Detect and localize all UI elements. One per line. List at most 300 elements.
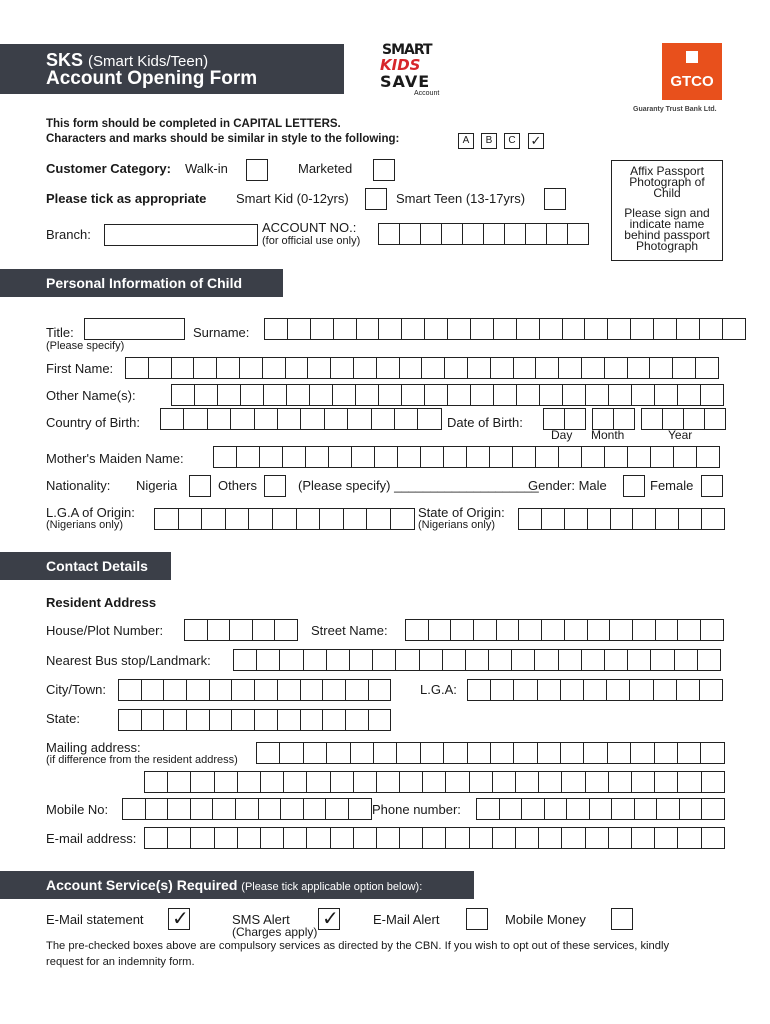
house-number-field[interactable] [184,619,297,641]
char-cell[interactable] [343,508,368,530]
char-cell[interactable] [631,771,655,793]
char-cell[interactable] [186,679,210,701]
char-cell[interactable] [125,357,149,379]
char-cell[interactable] [544,798,568,820]
char-cell[interactable] [368,679,392,701]
char-cell[interactable] [445,827,469,849]
char-cell[interactable] [492,771,516,793]
char-cell[interactable] [401,318,425,340]
char-cell[interactable] [543,408,565,430]
email-statement-checkbox[interactable] [168,908,190,930]
char-cell[interactable] [397,446,421,468]
char-cell[interactable] [566,798,590,820]
char-cell[interactable] [701,798,725,820]
char-cell[interactable] [277,709,301,731]
char-cell[interactable] [722,318,746,340]
char-cell[interactable] [631,827,655,849]
sms-alert-checkbox[interactable] [318,908,340,930]
char-cell[interactable] [148,357,172,379]
char-cell[interactable] [650,446,674,468]
char-cell[interactable] [141,709,165,731]
street-name-field[interactable] [405,619,723,641]
char-cell[interactable] [374,446,398,468]
char-cell[interactable] [653,318,677,340]
char-cell[interactable] [683,408,705,430]
char-cell[interactable] [629,679,653,701]
char-cell[interactable] [679,798,703,820]
char-cell[interactable] [631,384,655,406]
char-cell[interactable] [300,408,324,430]
email-address-field[interactable] [144,827,724,849]
char-cell[interactable] [560,679,584,701]
char-cell[interactable] [235,798,259,820]
smart-kid-checkbox[interactable] [365,188,387,210]
city-field[interactable] [118,679,390,701]
char-cell[interactable] [511,649,535,671]
char-cell[interactable] [496,619,520,641]
char-cell[interactable] [141,679,165,701]
lga-origin-field[interactable] [154,508,414,530]
char-cell[interactable] [167,798,191,820]
char-cell[interactable] [194,384,218,406]
char-cell[interactable] [567,223,589,245]
char-cell[interactable] [442,649,466,671]
char-cell[interactable] [581,446,605,468]
char-cell[interactable] [171,384,195,406]
char-cell[interactable] [239,357,263,379]
char-cell[interactable] [541,508,565,530]
char-cell[interactable] [677,619,701,641]
char-cell[interactable] [230,408,254,430]
char-cell[interactable] [207,619,231,641]
others-checkbox[interactable] [264,475,286,497]
char-cell[interactable] [539,318,563,340]
char-cell[interactable] [443,446,467,468]
char-cell[interactable] [654,384,678,406]
char-cell[interactable] [662,408,684,430]
char-cell[interactable] [378,384,402,406]
char-cell[interactable] [322,709,346,731]
char-cell[interactable] [240,384,264,406]
char-cell[interactable] [368,709,392,731]
char-cell[interactable] [279,742,303,764]
char-cell[interactable] [489,446,513,468]
char-cell[interactable] [231,679,255,701]
char-cell[interactable] [462,223,484,245]
char-cell[interactable] [672,357,696,379]
char-cell[interactable] [326,742,350,764]
mobile-no-field[interactable] [122,798,371,820]
char-cell[interactable] [589,798,613,820]
char-cell[interactable] [604,446,628,468]
char-cell[interactable] [537,742,561,764]
char-cell[interactable] [467,742,491,764]
other-names-field[interactable] [171,384,723,406]
char-cell[interactable] [499,798,523,820]
mailing-address-field-2[interactable] [144,771,724,793]
char-cell[interactable] [441,223,463,245]
char-cell[interactable] [541,619,565,641]
char-cell[interactable] [473,619,497,641]
char-cell[interactable] [118,709,142,731]
char-cell[interactable] [274,619,298,641]
char-cell[interactable] [373,742,397,764]
char-cell[interactable] [260,827,284,849]
char-cell[interactable] [695,357,719,379]
char-cell[interactable] [585,384,609,406]
first-name-field[interactable] [125,357,718,379]
char-cell[interactable] [513,357,537,379]
char-cell[interactable] [583,742,607,764]
char-cell[interactable] [353,771,377,793]
char-cell[interactable] [303,742,327,764]
char-cell[interactable] [490,357,514,379]
char-cell[interactable] [325,798,349,820]
char-cell[interactable] [518,508,542,530]
char-cell[interactable] [163,709,187,731]
char-cell[interactable] [254,408,278,430]
char-cell[interactable] [630,318,654,340]
char-cell[interactable] [154,508,179,530]
char-cell[interactable] [280,798,304,820]
char-cell[interactable] [444,357,468,379]
char-cell[interactable] [396,742,420,764]
char-cell[interactable] [254,679,278,701]
char-cell[interactable] [347,408,371,430]
char-cell[interactable] [470,318,494,340]
char-cell[interactable] [701,508,725,530]
char-cell[interactable] [144,771,168,793]
char-cell[interactable] [118,679,142,701]
char-cell[interactable] [144,827,168,849]
char-cell[interactable] [330,771,354,793]
char-cell[interactable] [303,798,327,820]
state-origin-field[interactable] [518,508,724,530]
char-cell[interactable] [466,446,490,468]
char-cell[interactable] [279,649,303,671]
char-cell[interactable] [328,446,352,468]
char-cell[interactable] [163,679,187,701]
char-cell[interactable] [322,679,346,701]
char-cell[interactable] [521,798,545,820]
char-cell[interactable] [677,771,701,793]
char-cell[interactable] [306,827,330,849]
char-cell[interactable] [213,446,237,468]
char-cell[interactable] [492,827,516,849]
char-cell[interactable] [608,827,632,849]
char-cell[interactable] [353,357,377,379]
char-cell[interactable] [236,446,260,468]
char-cell[interactable] [287,318,311,340]
char-cell[interactable] [214,771,238,793]
char-cell[interactable] [237,827,261,849]
char-cell[interactable] [355,384,379,406]
char-cell[interactable] [229,619,253,641]
char-cell[interactable] [700,742,724,764]
char-cell[interactable] [351,446,375,468]
bus-stop-field[interactable] [233,649,720,671]
char-cell[interactable] [399,223,421,245]
char-cell[interactable] [372,649,396,671]
char-cell[interactable] [649,357,673,379]
char-cell[interactable] [330,357,354,379]
char-cell[interactable] [319,508,344,530]
char-cell[interactable] [546,223,568,245]
char-cell[interactable] [653,679,677,701]
char-cell[interactable] [282,446,306,468]
smart-teen-checkbox[interactable] [544,188,566,210]
char-cell[interactable] [704,408,726,430]
char-cell[interactable] [225,508,250,530]
char-cell[interactable] [376,357,400,379]
char-cell[interactable] [469,827,493,849]
char-cell[interactable] [581,649,605,671]
mailing-address-field-1[interactable] [256,742,724,764]
char-cell[interactable] [562,318,586,340]
char-cell[interactable] [678,508,702,530]
char-cell[interactable] [233,649,257,671]
char-cell[interactable] [262,357,286,379]
char-cell[interactable] [190,771,214,793]
char-cell[interactable] [632,508,656,530]
walk-in-checkbox[interactable] [246,159,268,181]
char-cell[interactable] [607,742,631,764]
char-cell[interactable] [296,508,321,530]
char-cell[interactable] [606,679,630,701]
char-cell[interactable] [445,771,469,793]
char-cell[interactable] [256,742,280,764]
char-cell[interactable] [676,318,700,340]
char-cell[interactable] [535,446,559,468]
char-cell[interactable] [201,508,226,530]
char-cell[interactable] [401,384,425,406]
char-cell[interactable] [558,446,582,468]
char-cell[interactable] [190,798,214,820]
char-cell[interactable] [654,827,678,849]
char-cell[interactable] [634,798,658,820]
female-checkbox[interactable] [701,475,723,497]
char-cell[interactable] [608,771,632,793]
char-cell[interactable] [562,384,586,406]
nationality-specify[interactable]: (Please specify) ____________________ [298,478,539,493]
dob-month-field[interactable] [592,408,634,430]
char-cell[interactable] [512,446,536,468]
char-cell[interactable] [378,318,402,340]
char-cell[interactable] [419,649,443,671]
char-cell[interactable] [310,318,334,340]
char-cell[interactable] [627,446,651,468]
char-cell[interactable] [490,679,514,701]
char-cell[interactable] [263,384,287,406]
char-cell[interactable] [303,649,327,671]
char-cell[interactable] [476,798,500,820]
char-cell[interactable] [655,508,679,530]
char-cell[interactable] [592,408,614,430]
char-cell[interactable] [216,357,240,379]
char-cell[interactable] [184,619,208,641]
char-cell[interactable] [272,508,297,530]
nigeria-checkbox[interactable] [189,475,211,497]
char-cell[interactable] [259,446,283,468]
dob-year-field[interactable] [641,408,725,430]
char-cell[interactable] [469,771,493,793]
char-cell[interactable] [654,742,678,764]
char-cell[interactable] [584,318,608,340]
char-cell[interactable] [167,771,191,793]
char-cell[interactable] [447,384,471,406]
char-cell[interactable] [656,798,680,820]
char-cell[interactable] [493,384,517,406]
char-cell[interactable] [673,446,697,468]
char-cell[interactable] [627,649,651,671]
char-cell[interactable] [700,619,724,641]
char-cell[interactable] [395,649,419,671]
char-cell[interactable] [309,384,333,406]
char-cell[interactable] [516,384,540,406]
char-cell[interactable] [212,798,236,820]
mothers-maiden-name-field[interactable] [213,446,719,468]
char-cell[interactable] [422,771,446,793]
char-cell[interactable] [264,318,288,340]
char-cell[interactable] [371,408,395,430]
char-cell[interactable] [376,771,400,793]
char-cell[interactable] [483,223,505,245]
char-cell[interactable] [632,619,656,641]
char-cell[interactable] [330,827,354,849]
char-cell[interactable] [443,742,467,764]
char-cell[interactable] [585,827,609,849]
char-cell[interactable] [345,709,369,731]
char-cell[interactable] [674,649,698,671]
char-cell[interactable] [237,771,261,793]
marketed-checkbox[interactable] [373,159,395,181]
char-cell[interactable] [609,619,633,641]
email-alert-checkbox[interactable] [466,908,488,930]
char-cell[interactable] [558,357,582,379]
char-cell[interactable] [248,508,273,530]
char-cell[interactable] [587,508,611,530]
char-cell[interactable] [630,742,654,764]
char-cell[interactable] [654,771,678,793]
char-cell[interactable] [260,771,284,793]
char-cell[interactable] [399,771,423,793]
char-cell[interactable] [516,318,540,340]
char-cell[interactable] [421,357,445,379]
char-cell[interactable] [564,508,588,530]
title-field[interactable] [84,318,185,340]
char-cell[interactable] [390,508,415,530]
char-cell[interactable] [333,318,357,340]
char-cell[interactable] [160,408,184,430]
char-cell[interactable] [399,357,423,379]
char-cell[interactable] [677,827,701,849]
account-no-field[interactable] [378,223,588,245]
char-cell[interactable] [283,827,307,849]
char-cell[interactable] [610,508,634,530]
char-cell[interactable] [350,742,374,764]
char-cell[interactable] [697,649,721,671]
char-cell[interactable] [607,318,631,340]
char-cell[interactable] [214,827,238,849]
state-field[interactable] [118,709,390,731]
char-cell[interactable] [518,619,542,641]
char-cell[interactable] [353,827,377,849]
char-cell[interactable] [376,827,400,849]
char-cell[interactable] [513,679,537,701]
char-cell[interactable] [399,827,423,849]
char-cell[interactable] [561,771,585,793]
char-cell[interactable] [378,223,400,245]
char-cell[interactable] [538,771,562,793]
char-cell[interactable] [300,709,324,731]
char-cell[interactable] [349,649,373,671]
char-cell[interactable] [701,771,725,793]
char-cell[interactable] [209,679,233,701]
lga-field[interactable] [467,679,722,701]
char-cell[interactable] [537,679,561,701]
char-cell[interactable] [677,384,701,406]
char-cell[interactable] [490,742,514,764]
char-cell[interactable] [306,771,330,793]
char-cell[interactable] [655,619,679,641]
char-cell[interactable] [345,679,369,701]
char-cell[interactable] [534,649,558,671]
char-cell[interactable] [207,408,231,430]
char-cell[interactable] [305,446,329,468]
char-cell[interactable] [178,508,203,530]
char-cell[interactable] [324,408,348,430]
char-cell[interactable] [465,649,489,671]
char-cell[interactable] [231,709,255,731]
char-cell[interactable] [699,679,723,701]
male-checkbox[interactable] [623,475,645,497]
char-cell[interactable] [467,357,491,379]
char-cell[interactable] [217,384,241,406]
char-cell[interactable] [587,619,611,641]
char-cell[interactable] [699,318,723,340]
char-cell[interactable] [700,384,724,406]
char-cell[interactable] [428,619,452,641]
char-cell[interactable] [277,679,301,701]
char-cell[interactable] [300,679,324,701]
char-cell[interactable] [193,357,217,379]
char-cell[interactable] [277,408,301,430]
char-cell[interactable] [558,649,582,671]
char-cell[interactable] [424,318,448,340]
char-cell[interactable] [583,679,607,701]
char-cell[interactable] [254,709,278,731]
char-cell[interactable] [604,357,628,379]
char-cell[interactable] [581,357,605,379]
char-cell[interactable] [493,318,517,340]
char-cell[interactable] [417,408,441,430]
char-cell[interactable] [186,709,210,731]
char-cell[interactable] [539,384,563,406]
char-cell[interactable] [356,318,380,340]
mobile-money-checkbox[interactable] [611,908,633,930]
char-cell[interactable] [422,827,446,849]
char-cell[interactable] [285,357,309,379]
char-cell[interactable] [701,827,725,849]
char-cell[interactable] [332,384,356,406]
char-cell[interactable] [504,223,526,245]
char-cell[interactable] [122,798,146,820]
char-cell[interactable] [256,649,280,671]
char-cell[interactable] [467,679,491,701]
char-cell[interactable] [470,384,494,406]
char-cell[interactable] [676,679,700,701]
char-cell[interactable] [252,619,276,641]
